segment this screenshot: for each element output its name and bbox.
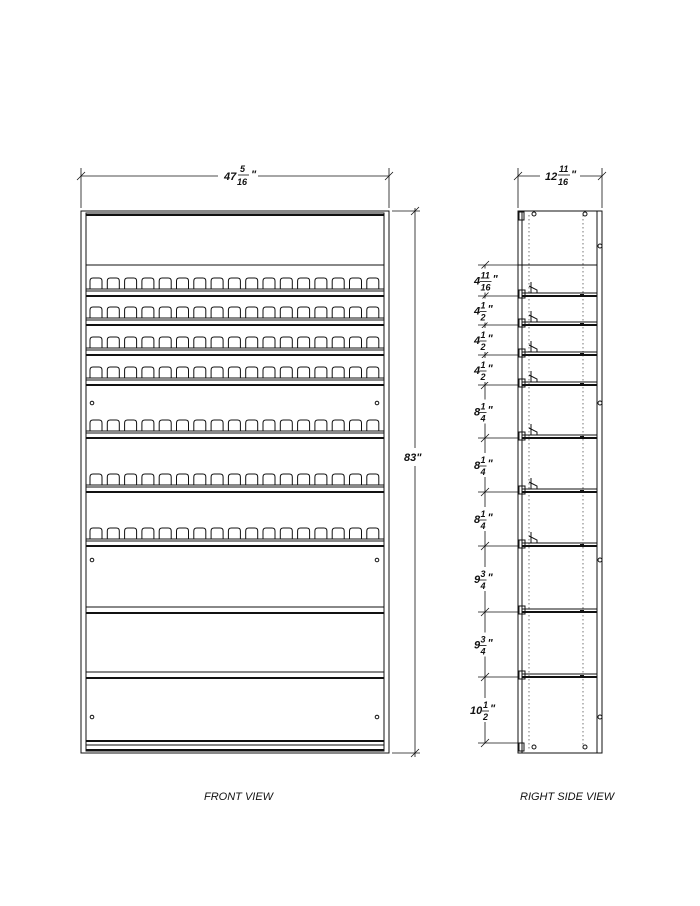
product-slot (211, 420, 223, 431)
product-slot (194, 528, 206, 539)
product-slot (332, 367, 344, 378)
front-shelf (86, 307, 384, 325)
side-shelf (519, 532, 597, 548)
product-slot (90, 474, 102, 485)
product-slot (246, 367, 258, 378)
product-slot (107, 474, 119, 485)
side-shelf (519, 282, 597, 298)
side-shelf (519, 478, 597, 494)
spacing-denominator: 4 (480, 521, 486, 531)
front-shelf (86, 278, 384, 296)
product-slot (246, 278, 258, 289)
product-slot (90, 307, 102, 318)
width-unit: " (251, 169, 257, 181)
spacing-denominator: 2 (480, 372, 486, 382)
spacing-unit: " (487, 458, 493, 470)
side-shelf (519, 341, 597, 357)
product-slot (263, 474, 275, 485)
product-slot (298, 278, 310, 289)
mount-hole (375, 558, 379, 562)
spacing-unit: " (487, 637, 493, 650)
spacing-numerator: 1 (480, 360, 486, 370)
product-slot (246, 307, 258, 318)
product-slot (142, 420, 154, 431)
product-slot (367, 420, 379, 431)
right-side-view (468, 163, 616, 803)
product-slot (177, 420, 189, 431)
product-slot (125, 528, 137, 539)
product-slot (211, 337, 223, 348)
product-slot (315, 278, 327, 289)
product-slot (332, 337, 344, 348)
product-slot (228, 420, 240, 431)
product-slot (350, 528, 362, 539)
product-slot (228, 307, 240, 318)
spacing-whole: 10 (470, 705, 483, 717)
product-slot (125, 420, 137, 431)
product-slot (332, 420, 344, 431)
mount-hole (375, 715, 379, 719)
mount-hole (90, 558, 94, 562)
product-slot (332, 307, 344, 318)
front-plain-shelf (86, 672, 384, 678)
side-view-label: RIGHT SIDE VIEW (520, 791, 615, 803)
product-slot (159, 367, 171, 378)
front-inner-frame (86, 213, 384, 751)
product-slot (263, 528, 275, 539)
spacing-numerator: 1 (480, 455, 486, 465)
spacing-label (468, 567, 498, 591)
spacing-label (468, 328, 498, 352)
product-slot (315, 367, 327, 378)
product-slot (246, 528, 258, 539)
product-slot (211, 474, 223, 485)
product-slot (263, 307, 275, 318)
depth-unit: " (571, 169, 577, 181)
spacing-label (468, 269, 499, 293)
product-slot (298, 420, 310, 431)
product-slot (228, 474, 240, 485)
product-slot (350, 337, 362, 348)
product-slot (263, 367, 275, 378)
product-slot (177, 307, 189, 318)
width-whole: 47 (224, 171, 237, 183)
product-slot (350, 278, 362, 289)
product-slot (315, 307, 327, 318)
product-slot (159, 474, 171, 485)
front-plain-shelf (86, 607, 384, 613)
product-slot (280, 528, 292, 539)
width-denominator: 16 (237, 177, 248, 187)
spacing-label (468, 633, 498, 657)
product-slot (367, 474, 379, 485)
spacing-numerator: 3 (480, 634, 486, 645)
spacing-whole: 4 (474, 335, 481, 347)
spacing-label (468, 453, 498, 477)
product-slot (263, 337, 275, 348)
product-slot (315, 337, 327, 348)
spacing-numerator: 11 (480, 270, 490, 281)
product-slot (298, 528, 310, 539)
front-view (77, 163, 428, 803)
side-shelf (519, 606, 597, 614)
product-slot (280, 474, 292, 485)
product-slot (90, 367, 102, 378)
side-shelf (519, 311, 597, 327)
product-slot (194, 420, 206, 431)
product-slot (350, 474, 362, 485)
product-slot (107, 337, 119, 348)
width-numerator: 5 (240, 164, 246, 174)
product-slot (246, 337, 258, 348)
product-slot (350, 307, 362, 318)
product-slot (332, 278, 344, 289)
product-slot (350, 367, 362, 378)
product-slot (107, 278, 119, 289)
spacing-numerator: 1 (480, 300, 486, 311)
product-slot (90, 337, 102, 348)
product-slot (315, 420, 327, 431)
spacing-denominator: 2 (480, 342, 486, 352)
spacing-unit: " (487, 303, 493, 316)
spacing-denominator: 2 (483, 712, 489, 722)
product-slot (211, 367, 223, 378)
product-slot (367, 307, 379, 318)
product-slot (228, 528, 240, 539)
spacing-denominator: 4 (480, 646, 486, 657)
side-shelf (519, 371, 597, 387)
front-shelf (86, 528, 384, 546)
spacing-unit: " (487, 572, 493, 584)
spacing-label (468, 507, 498, 531)
product-slot (159, 278, 171, 289)
spacing-numerator: 1 (480, 509, 486, 519)
product-slot (125, 474, 137, 485)
product-slot (211, 307, 223, 318)
mount-hole (375, 401, 379, 405)
product-slot (177, 278, 189, 289)
spacing-denominator: 16 (480, 282, 491, 293)
header-panel (86, 213, 384, 265)
spacing-denominator: 4 (480, 467, 486, 477)
spacing-whole: 4 (474, 365, 481, 377)
product-slot (280, 367, 292, 378)
spacing-whole: 8 (474, 514, 481, 526)
spacing-unit: " (492, 273, 498, 286)
product-slot (211, 278, 223, 289)
product-slot (194, 474, 206, 485)
product-slot (107, 528, 119, 539)
spacing-unit: " (487, 512, 493, 524)
product-slot (298, 307, 310, 318)
spacing-whole: 9 (474, 574, 481, 586)
spacing-whole: 8 (474, 406, 481, 419)
product-slot (107, 367, 119, 378)
spacing-numerator: 1 (483, 700, 489, 710)
product-slot (367, 278, 379, 289)
product-slot (159, 337, 171, 348)
product-slot (142, 278, 154, 289)
height-label: 83" (404, 452, 422, 464)
product-slot (350, 420, 362, 431)
spacing-label (468, 698, 498, 722)
spacing-denominator: 2 (480, 312, 486, 323)
side-shelf (519, 424, 597, 440)
product-slot (125, 337, 137, 348)
mount-hole (90, 715, 94, 719)
product-slot (332, 528, 344, 539)
spacing-unit: " (487, 333, 493, 345)
spacing-numerator: 1 (480, 401, 486, 412)
product-slot (142, 307, 154, 318)
product-slot (280, 420, 292, 431)
spacing-label (468, 299, 498, 323)
product-slot (194, 367, 206, 378)
spacing-whole: 4 (474, 275, 481, 288)
product-slot (367, 528, 379, 539)
product-slot (159, 528, 171, 539)
product-slot (177, 367, 189, 378)
spacing-whole: 8 (474, 460, 481, 472)
side-shelf (519, 671, 597, 679)
front-shelf (86, 474, 384, 492)
product-slot (177, 474, 189, 485)
product-slot (142, 337, 154, 348)
spacing-numerator: 1 (480, 330, 486, 340)
product-slot (315, 528, 327, 539)
side-depth-dimension (514, 163, 606, 208)
product-slot (125, 367, 137, 378)
product-slot (246, 474, 258, 485)
product-slot (142, 367, 154, 378)
product-slot (90, 528, 102, 539)
product-slot (367, 337, 379, 348)
product-slot (142, 474, 154, 485)
product-slot (280, 278, 292, 289)
product-slot (107, 307, 119, 318)
product-slot (228, 337, 240, 348)
product-slot (90, 278, 102, 289)
product-slot (194, 307, 206, 318)
product-slot (280, 337, 292, 348)
product-slot (246, 420, 258, 431)
product-slot (107, 420, 119, 431)
product-slot (125, 278, 137, 289)
product-slot (159, 307, 171, 318)
product-slot (228, 367, 240, 378)
product-slot (332, 474, 344, 485)
depth-whole: 12 (545, 171, 558, 183)
spacing-numerator: 3 (480, 569, 486, 579)
front-shelf (86, 420, 384, 438)
spacing-denominator: 4 (480, 413, 486, 424)
product-slot (298, 337, 310, 348)
product-slot (211, 528, 223, 539)
spacing-label (468, 358, 498, 382)
side-shelves (519, 282, 597, 679)
product-slot (315, 474, 327, 485)
product-slot (177, 528, 189, 539)
product-slot (194, 278, 206, 289)
front-view-label: FRONT VIEW (204, 791, 274, 803)
spacing-unit: " (490, 703, 496, 715)
spacing-denominator: 4 (480, 581, 486, 591)
product-slot (280, 307, 292, 318)
product-slot (263, 420, 275, 431)
front-shelf (86, 367, 384, 385)
product-slot (263, 278, 275, 289)
depth-numerator: 11 (559, 164, 569, 174)
product-slot (159, 420, 171, 431)
spacing-unit: " (487, 404, 493, 417)
depth-denominator: 16 (558, 177, 569, 187)
product-slot (142, 528, 154, 539)
product-slot (125, 307, 137, 318)
product-slot (228, 278, 240, 289)
spacing-whole: 4 (474, 305, 481, 318)
front-height-dimension (392, 207, 428, 757)
product-slot (298, 367, 310, 378)
product-slot (367, 367, 379, 378)
front-shelf (86, 337, 384, 355)
spacing-label (468, 400, 498, 424)
product-slot (298, 474, 310, 485)
product-slot (90, 420, 102, 431)
spacing-unit: " (487, 363, 493, 375)
front-width-dimension (77, 163, 393, 208)
product-slot (194, 337, 206, 348)
product-slot (177, 337, 189, 348)
mount-hole (90, 401, 94, 405)
front-shelves (86, 278, 384, 678)
spacing-whole: 9 (474, 639, 481, 652)
side-spacing-dimensions (468, 261, 518, 747)
